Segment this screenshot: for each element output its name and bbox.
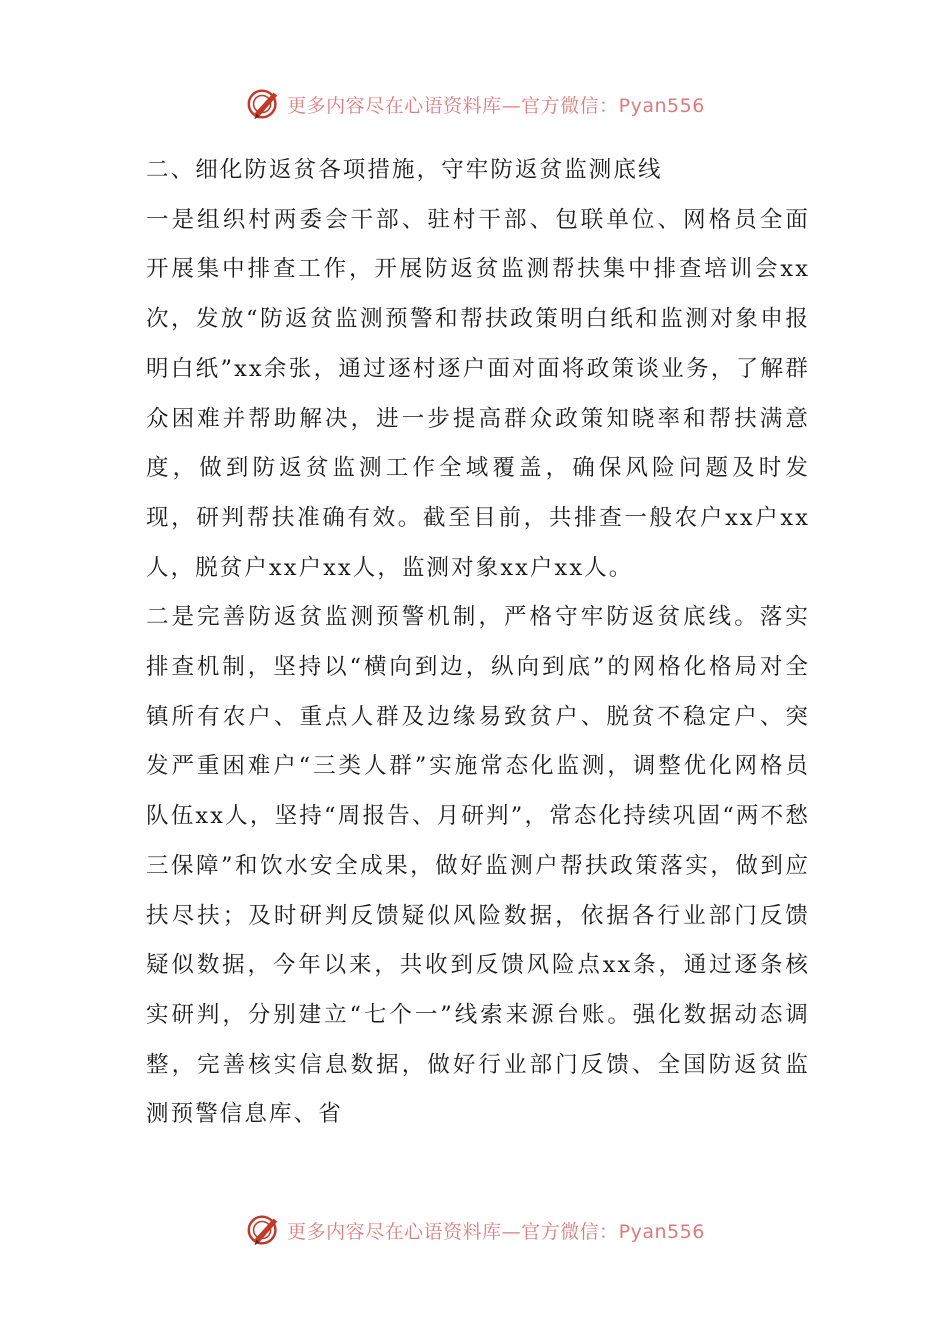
paragraph-1: 一是组织村两委会干部、驻村干部、包联单位、网格员全面开展集中排查工作，开展防返贫监测帮扶集中排查培训会xx次，发放“防返贫监测预警和帮扶政策明白纸和监测对象申报明白纸”xx余张，通过逐村逐户面对面将政策谈业务，了解群众困难并帮助解决，进一步提高群众政策知晓率和帮扶满意度，做到防返贫监测工作全域覆盖，确保风险问题及时发现，研判帮扶准确有效。截至目前，共排查一般农户xx户xx人，脱贫户xx户xx人，监测对象xx户xx人。 [146,206,810,581]
paragraph-2: 二是完善防返贫监测预警机制，严格守牢防返贫底线。落实排查机制，坚持以“横向到边，纵向到底”的网格化格局对全镇所有农户、重点人群及边缘易致贫户、脱贫不稳定户、突发严重困难户“三类人群”实施常态化监测，调整优化网格员队伍xx人，坚持“周报告、月研判”，常态化持续巩固“两不愁三保障”和饮水安全成果，做好监测户帮扶政策落实，做到应扶尽扶；及时研判反馈疑似风险数据，依据各行业部门反馈疑似数据，今年以来，共收到反馈风险点xx条，通过逐条核实研判，分别建立“七个一”线索来源台账。强化数据动态调整，完善核实信息数据，做好行业部门反馈、全国防返贫监测预警信息库、省 [146,604,810,1128]
wechat-id: Pyan556 [618,94,705,117]
watermark-text: 更多内容尽在心语资料库—官方微信：Pyan556 [287,94,705,117]
watermark-text: 更多内容尽在心语资料库—官方微信：Pyan556 [287,1220,705,1243]
watermark-banner-bottom [0,1208,950,1252]
pen-seal-icon [245,1211,283,1249]
watermark-banner-top [0,82,950,126]
document-body [146,146,810,1140]
pen-seal-icon [245,85,283,123]
wechat-id: Pyan556 [618,1220,705,1243]
section-heading: 二、细化防返贫各项措施，守牢防返贫监测底线 [146,157,663,183]
